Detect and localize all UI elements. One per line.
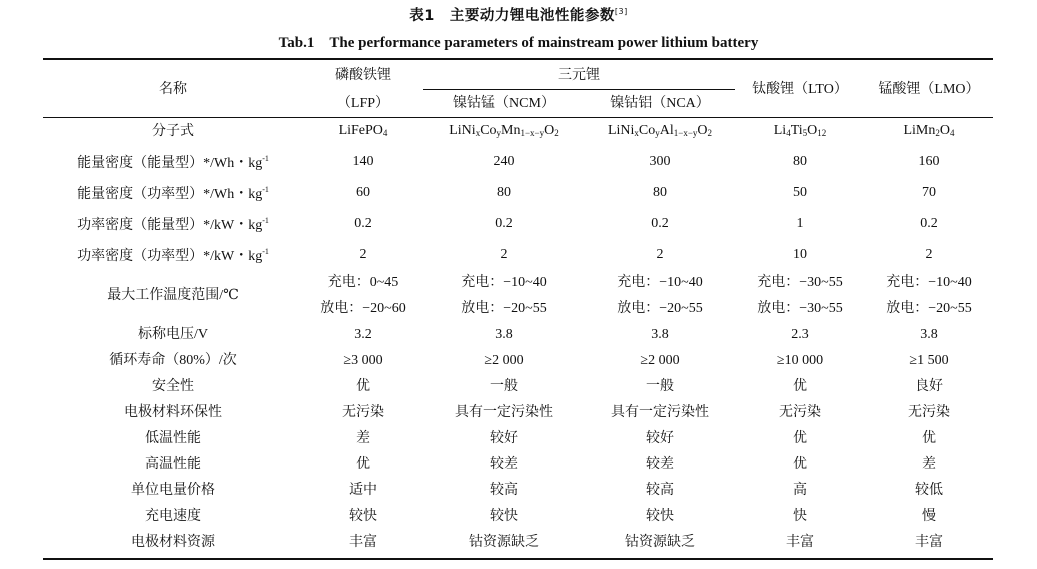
table-cell: 具有一定污染性 [455,405,553,420]
unit-superscript: -1 [262,185,269,194]
table-cell: 0.2 [354,215,372,231]
table-cell: 50 [793,184,807,200]
table-cell: 一般 [646,379,674,394]
temp-discharge-cell: 放电：−20~60 [320,301,406,316]
temp-charge-cell: 充电：−10~40 [617,275,703,290]
table-cell: 80 [497,184,511,200]
table-cell: 差 [356,431,370,446]
table-row [43,322,993,348]
formula-lfp: LiFePO$_4$ [338,123,388,138]
table-cell: 快 [793,509,807,524]
table-cell: 较差 [490,457,518,472]
table-cell: 240 [493,153,515,169]
table-cell: ≥2 000 [484,353,524,368]
row-temperature [43,270,993,296]
table-cell: 无污染 [779,405,821,420]
row-label-text: 功率密度（能量型）*/kW・kg [77,218,263,233]
performance-table [43,62,993,556]
formula-nca: $LiNi_xCo_yAl_{1-x-y}O_2$ [607,123,713,138]
table-cell: 3.2 [354,327,372,342]
table-cell: 无污染 [908,405,950,420]
bottom-rule [43,558,993,560]
table-row [43,504,993,530]
table-cell: 差 [922,457,936,472]
caption-cn-text: 表1 主要动力锂电池性能参数 [409,8,615,24]
row-label: 高温性能 [145,457,201,472]
table-cell: 丰富 [786,535,814,550]
table-cell: 良好 [915,379,943,394]
row-label: 低温性能 [145,431,201,446]
row-label [43,208,303,239]
row-label: 循环寿命（80%）/次 [109,353,237,368]
table-cell: 2 [500,246,508,262]
table-cell: 适中 [349,483,377,498]
table-row [43,426,993,452]
table-cell: 丰富 [915,535,943,550]
table-row [43,452,993,478]
table-cell: 80 [793,153,807,169]
table-cell: 优 [793,431,807,446]
unit-superscript: -1 [262,216,269,225]
temp-charge-cell: 充电：−10~40 [461,275,547,290]
table-cell: 较快 [490,509,518,524]
temp-discharge-cell: 放电：−20~55 [886,301,972,316]
formula-lmo: $LiMn_2O_4$ [903,123,955,138]
table-cell: ≥1 500 [909,353,949,368]
table-caption-chinese [0,4,1037,25]
formula-ncm: $LiNi_xCo_yMn_{1-x-y}O_2$ [449,123,559,138]
row-label [43,239,303,270]
table-cell: 钴资源缺乏 [469,535,539,550]
row-label-text: 能量密度（功率型）*/Wh・kg [77,187,263,202]
temp-charge-cell: 充电：−30~55 [757,275,843,290]
table-cell: 2.3 [791,327,809,342]
table-cell: 140 [352,153,374,169]
table-cell: ≥3 000 [343,353,383,368]
row-label: 电极材料资源 [131,535,215,550]
formula-lto: $Li_4Ti_5O_{12}$ [773,123,827,138]
temp-charge-cell: 充电：0~45 [327,275,399,290]
table-cell: 1 [796,215,804,231]
table-cell: 丰富 [349,535,377,550]
row-label: 单位电量价格 [131,483,215,498]
temp-discharge-cell: 放电：−20~55 [617,301,703,316]
row-label-text: 功率密度（功率型）*/kW・kg [77,249,263,264]
row-formula [43,118,993,147]
table-cell: 慢 [922,509,936,524]
table-caption-english: Tab.1 The performance parameters of mainstream power lithium battery [278,35,759,51]
table-cell: 优 [793,457,807,472]
table-cell: 优 [356,457,370,472]
table-cell: 300 [649,153,671,169]
table-cell: 具有一定污染性 [611,405,709,420]
header-ncm: 镍钴锰（NCM） [423,90,585,118]
table-cell: 优 [922,431,936,446]
table-cell: 0.2 [920,215,938,231]
top-rule [43,58,993,60]
table-cell: 80 [653,184,667,200]
row-label: 安全性 [152,379,194,394]
header-lfp-abbr: （LFP） [303,90,423,118]
row-label: 标称电压/V [138,327,208,342]
table-cell: 较差 [646,457,674,472]
row-label: 充电速度 [145,509,201,524]
table-row [43,239,993,270]
table-row [43,530,993,556]
header-lfp-cn: 磷酸铁锂 [335,68,391,84]
row-label: 电极材料环保性 [124,405,222,420]
unit-superscript: -1 [262,154,269,163]
caption-reference: [3] [614,7,628,17]
table-cell: 无污染 [342,405,384,420]
temp-charge-cell: 充电：−10~40 [886,275,972,290]
table-cell: 160 [918,153,940,169]
table-cell: 优 [356,379,370,394]
table-cell: 3.8 [495,327,513,342]
table-cell: 较低 [915,483,943,498]
row-label: 最大工作温度范围/℃ [107,288,239,303]
row-label: 分子式 [152,124,194,139]
header-name: 名称 [43,62,303,118]
unit-superscript: -1 [262,247,269,256]
temp-discharge-cell: 放电：−20~55 [461,301,547,316]
temp-discharge-cell: 放电：−30~55 [757,301,843,316]
table-cell: 较高 [646,483,674,498]
header-lto: 钛酸锂（LTO） [735,62,865,118]
table-cell: 钴资源缺乏 [625,535,695,550]
table-cell: ≥2 000 [640,353,680,368]
table-cell: 优 [793,379,807,394]
table-row [43,146,993,177]
row-label [43,146,303,177]
table-cell: 10 [793,246,807,262]
table-row [43,478,993,504]
table-cell: 较快 [349,509,377,524]
header-nca: 镍钴铝（NCA） [585,90,735,118]
row-label [43,177,303,208]
table-row [43,348,993,374]
table-cell: 2 [359,246,367,262]
header-ternary: 三元锂 [423,62,735,90]
table-row [43,374,993,400]
table-cell: 70 [922,184,936,200]
table-cell: 较好 [490,431,518,446]
table-cell: 3.8 [651,327,669,342]
row-label-text: 能量密度（能量型）*/Wh・kg [77,156,263,171]
table-cell: 2 [656,246,664,262]
table-cell: 较高 [490,483,518,498]
table-cell: 较快 [646,509,674,524]
table-cell: 高 [793,483,807,498]
table-row [43,177,993,208]
table-cell: 2 [925,246,933,262]
table-cell: ≥10 000 [776,353,824,368]
table-row [43,208,993,239]
table-row [43,400,993,426]
table-cell: 一般 [490,379,518,394]
header-lmo: 锰酸锂（LMO） [865,62,993,118]
table-cell: 较好 [646,431,674,446]
table-cell: 0.2 [651,215,669,231]
table-cell: 3.8 [920,327,938,342]
table-cell: 0.2 [495,215,513,231]
table-cell: 60 [356,184,370,200]
